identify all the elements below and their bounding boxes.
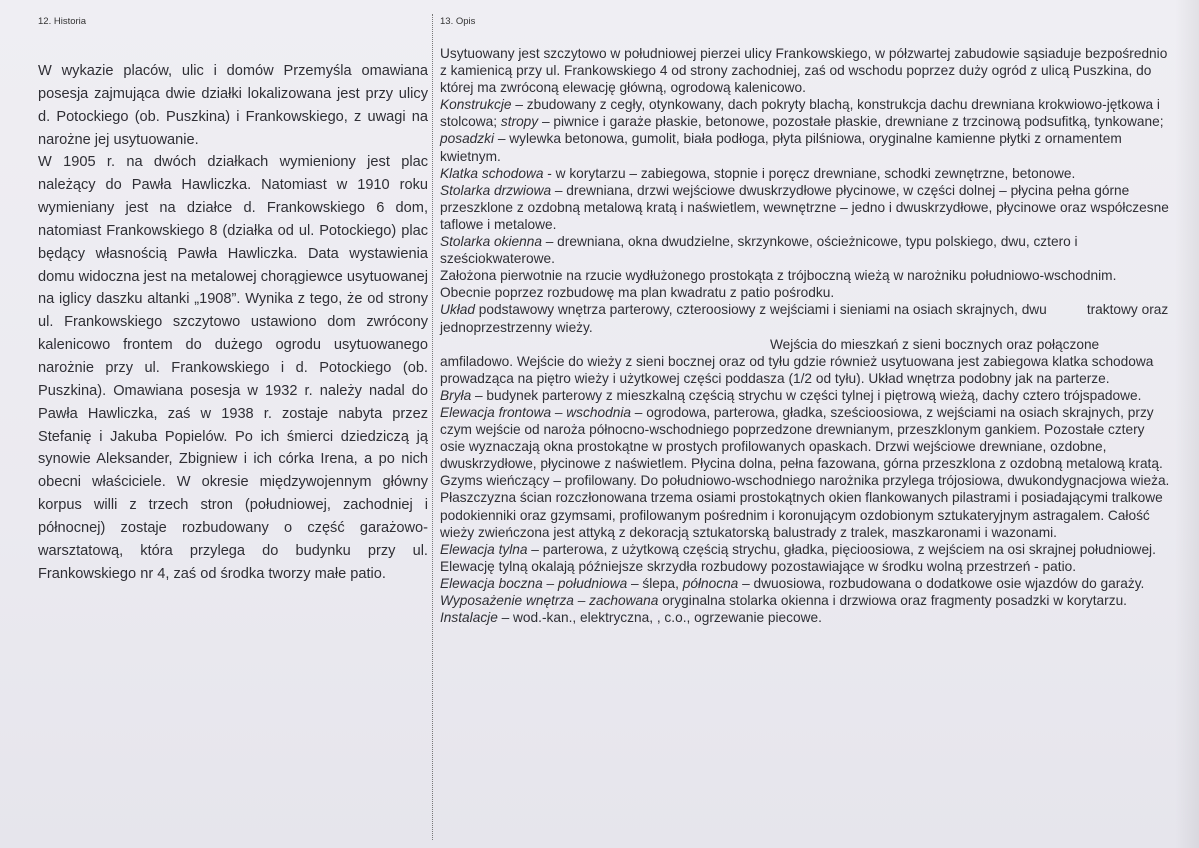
opis-paragraph-elewacja-frontowa [440,404,1170,541]
opis-text [440,45,1170,626]
opis-paragraph-elewacja-boczna [440,575,1170,592]
opis-paragraph-konstrukcje [440,96,1170,164]
bryla-text: – budynek parterowy z mieszkalną częścią strychu w części tylnej i piętrową wieżą, dachy cztero trójspadowe. [471,387,1142,403]
term-konstrukcje: Konstrukcje [440,97,512,113]
historia-paragraph-1: W wykazie placów, ulic i domów Przemyśla omawiana posesja zajmująca dwie działki lokalizowana jest przy ulicy d. Potockiego (ob. Puszkina) i Frankowskiego, z uwagi na narożne jej usytuowanie. [38,63,428,148]
term-stolarka-okienna: Stolarka okienna [440,234,542,250]
klatka-text: - w korytarzu – zabiegowa, stopnie i poręcz drewniane, schodki zewnętrzne, betonowe. [543,165,1076,181]
instalacje-text: – wod.-kan., elektryczna, , c.o., ogrzewanie piecowe. [497,610,822,626]
term-elewacja-frontowa: Elewacja frontowa – wschodnia [440,404,631,420]
term-stropy: stropy [500,114,539,130]
opis-paragraph-instalacje [440,609,1170,626]
term-elewacja-tylna: Elewacja tylna [440,541,528,557]
uklad-text-a: podstawowy wnętrza parterowy, czteroosiowy z wejściami i sieniami na osiach skrajnych, dwu [475,302,1047,318]
historia-text [38,60,428,585]
opis-paragraph-stolarka-drzwiowa [440,182,1170,233]
term-stolarka-drzwiowa: Stolarka drzwiowa [440,182,552,198]
term-klatka-schodowa: Klatka schodowa [440,165,544,181]
konstrukcje-text: – zbudowany z cegły, otynkowany, dach pokryty blachą, konstrukcja dachu drewniana krokwiowo-jętkowa i stolcowa; [440,97,1160,130]
opis-paragraph-location: Usytuowany jest szczytowo w południowej pierzei ulicy Frankowskiego, w półzwartej zabudowie sąsiaduje bezpośrednio z kamienicą przy ul. Frankowskiego 4 od strony zachodniej, zaś od wschodu poprzez duży ogród z ulicą Puszkina, do której ma zwróconą elewację główną, ogrodową kalenicowo. [440,46,1168,96]
wyposazenie-text: oryginalna stolarka okienna i drzwiowa oraz fragmenty posadzki w korytarzu. [658,593,1127,608]
elewacja-boczna-mid: – ślepa, [627,575,683,591]
uklad-text-b: traktowy oraz jednoprzestrzenny wieży. [440,302,1169,335]
term-posadzki: posadzki [440,131,495,147]
elewacja-tylna-text: – parterowa, z użytkową częścią strychu, gładka, pięcioosiowa, z wejściem na osi skrajnej południowej. Elewację tylną okalają późniejsze skrzydła rozbudowy pozostawiające w środku wolną przestrzeń - patio. [440,541,1156,574]
opis-paragraph-wyposazenie [440,592,1170,609]
term-instalacje: Instalacje [440,610,498,626]
opis-paragraph-wejscia [440,336,1170,387]
opis-paragraph-elewacja-tylna [440,541,1170,575]
opis-paragraph-plan: Założona pierwotnie na rzucie wydłużonego prostokąta z trójboczną wieżą w narożniku południowo-wschodnim. Obecnie poprzez rozbudowę ma plan kwadratu z patio pośrodku. [440,268,1117,301]
term-polnocna: północna [682,575,739,591]
term-elewacja-boczna: Elewacja boczna – południowa [440,575,628,591]
term-uklad: Układ [440,302,475,318]
wejscia-text: Wejścia do mieszkań z sieni bocznych oraz połączone amfiladowo. Wejście do wieży z sieni bocznej oraz od tyłu gdzie również usytuowana jest zabiegowa klatka schodowa prowadząca na piętro wieży i użytkowej części poddasza (1/2 od tyłu). Układ wnętrza podobny jak na parterze. [440,336,1154,386]
section-heading-opis: 13. Opis [440,16,476,27]
opis-paragraph-uklad [440,301,1170,335]
stolarka-okienna-text: – drewniana, okna dwudzielne, skrzynkowe, ościeżnicowe, typu polskiego, dwu, cztero i sześciokwaterowe. [440,234,1078,267]
term-wyposazenie: Wyposażenie wnętrza – zachowana [440,593,659,608]
opis-paragraph-bryla [440,387,1170,404]
historia-paragraph-2: W 1905 r. na dwóch działkach wymieniony jest plac należący do Pawła Hawliczka. Natomiast w 1910 roku wymieniany jest na działce d. Frankowskiego 6 dom, natomiast Frankowskiego 8 (działka od ul. Potockiego) plac będący własnością Pawła Hawliczka. Data wystawienia domu widoczna jest na metalowej chorągiewce usytuowanej na iglicy daszku altanki „1908”. Wynika z tego, że od strony ul. Frankowskiego szczytowo ustawiono dom zwrócony kalenicowo frontem do dużego ogrodu usytuowanego narożnie przy ul. Frankowskiego i d. Potockiego (ob. Puszkina). Omawiana posesja w 1932 r. należy nadal do Pawła Hawliczka, zaś w 1938 r. zostaje nabyta przez Stefanię i Jakuba Popielów. Po ich śmierci dziedziczą ją synowie Aleksander, Zbigniew i ich córka Irena, a po nich obecni właściciele. W okresie międzywojennym główny korpus willi z trzech stron (południowej, zachodniej i północnej) zostaje rozbudowany o część garażowo-warsztatową, która przylega do budynku przy ul. Frankowskiego nr 4, zaś od środka tworzy małe patio. [38,154,428,582]
term-bryla: Bryła [440,387,472,403]
stropy-text: – piwnice i garaże płaskie, betonowe, pozostałe płaskie, drewniane z trzcinową podsufitką, tynkowane; [538,114,1164,130]
paper-edge-shadow [1175,0,1199,848]
column-divider [432,14,433,840]
opis-paragraph-klatka [440,165,1170,182]
opis-paragraph-stolarka-okienna [440,233,1170,267]
section-heading-historia: 12. Historia [38,16,87,27]
posadzki-text: – wylewka betonowa, gumolit, biała podłoga, płyta pilśniowa, oryginalne kamienne płytki z ornamentem kwietnym. [440,131,1122,164]
elewacja-boczna-text: – dwuosiowa, rozbudowana o dodatkowe osie wjazdów do garaży. [738,575,1145,591]
stolarka-drzwiowa-text: – drewniana, drzwi wejściowe dwuskrzydłowe płycinowe, w części dolnej – płycina pełna górne przeszklone z ozdobną metalową kratą i naświetlem, wewnętrzne – jedno i dwuskrzydłowe, płycinowe oraz współczesne taflowe i metalowe. [440,182,1169,232]
elewacja-frontowa-text: – ogrodowa, parterowa, gładka, sześcioosiowa, z wejściami na osiach skrajnych, przy czym wejście od naroża północno-wschodniego poprzedzone drewnianym, przeszklonym gankiem. Pozostałe cztery osie wyznaczają okna prostokątne w prostych profilowanych opaskach. Drzwi wejściowe drewniane, ozdobne, dwuskrzydłowe, płycinowe z naświetlem. Płycina dolna, pełna fazowana, górna przeszklona z ozdobną metalową kratą. Gzyms wieńczący – profilowany. Do południowo-wschodniego narożnika przylega trójosiowa, dwukondygnacjowa wieża. Płaszczyzna ścian rozczłonowana trzema osiami prostokątnych okien flankowanych pilastrami i posiadającymi tralkowe podokienniki oraz gzymsami, profilowanym pośrednim i koronującym ozdobionym sztukateryjnym astragalem. Całość wieży zwieńczona jest attyką z dekoracją sztukatorską balustrady z tralek, maszkaronami i wazonami. [440,404,1170,540]
